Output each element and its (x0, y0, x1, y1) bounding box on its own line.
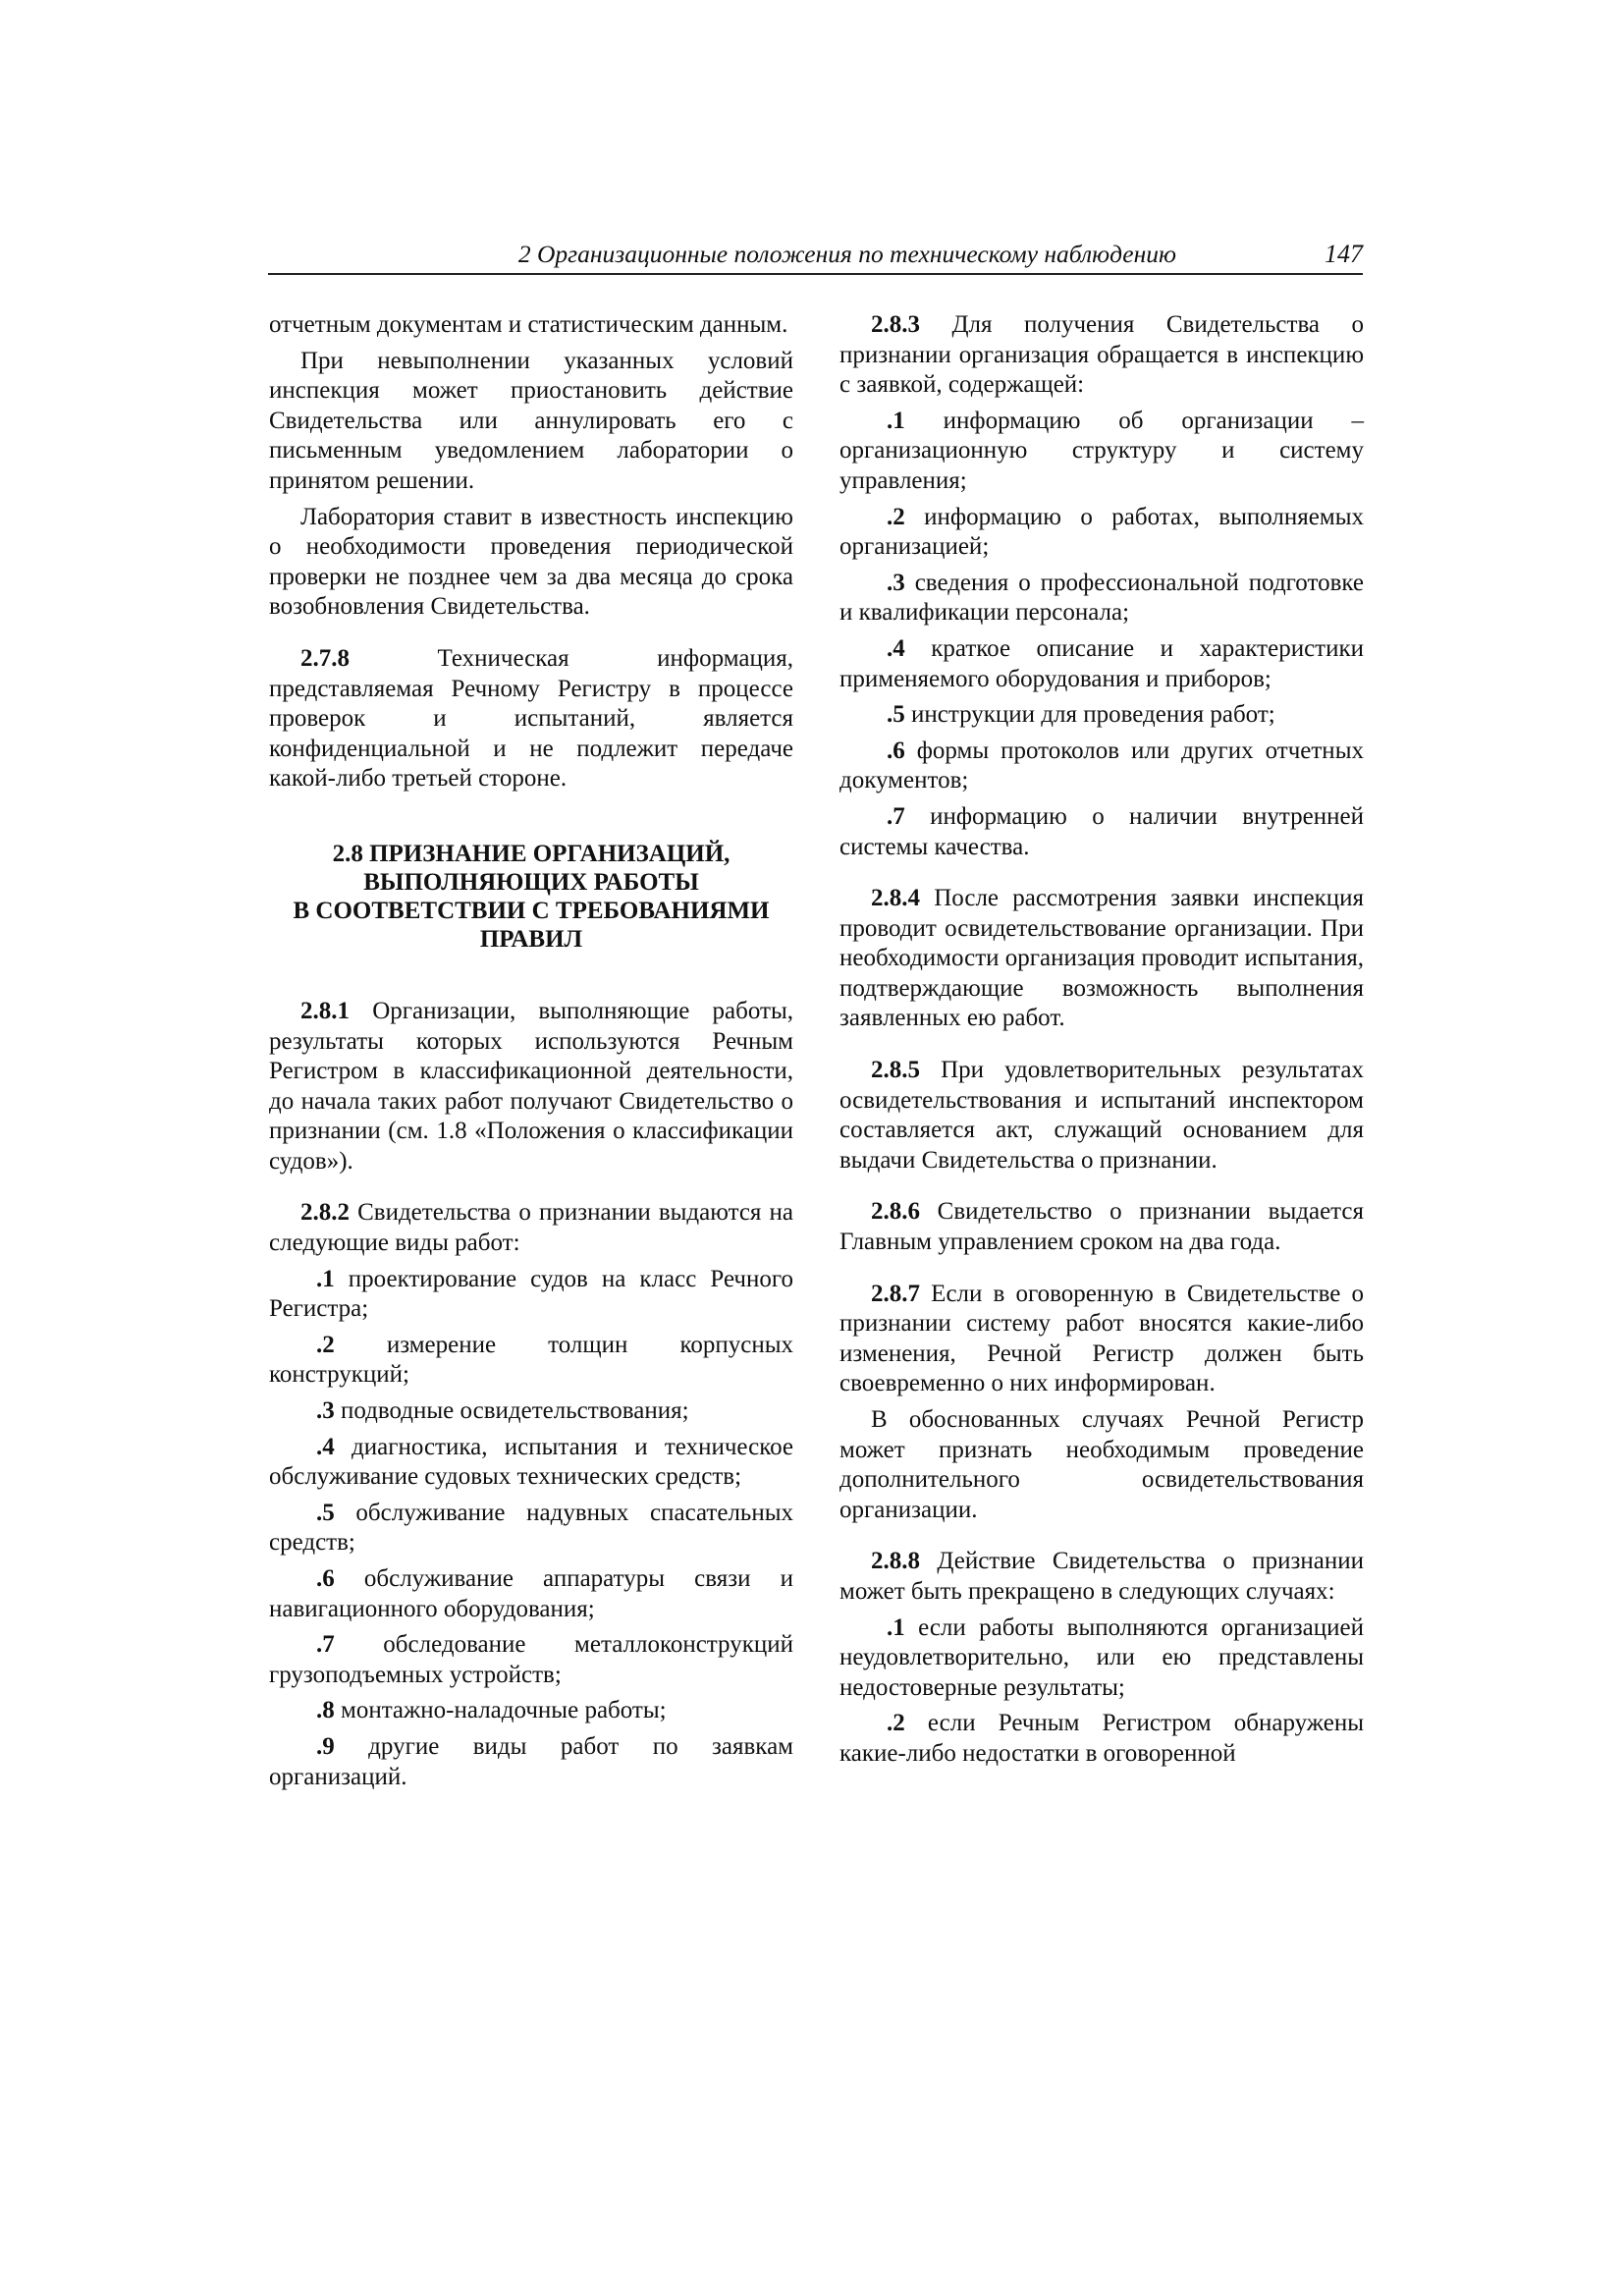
list-item (269, 1499, 793, 1558)
clause-number: 2.8.1 (300, 997, 350, 1024)
list-item (839, 1709, 1364, 1769)
item-number: .4 (887, 634, 905, 662)
list-item (839, 569, 1364, 629)
clause-number: 2.8.7 (871, 1280, 920, 1307)
item-number: .8 (316, 1697, 335, 1724)
paragraph: Лаборатория ставит в известность инспекцию о необходимости проведения периодической проверки не позднее чем за два месяца до срока возобновления Свидетельства. (269, 503, 793, 621)
clause-2-7-8 (269, 644, 793, 794)
clause-number: 2.7.8 (300, 644, 350, 672)
paragraph: При невыполнении указанных условий инспекция может приостановить действие Свидетельства или аннулировать его с письменным уведомлением лаборатории о принятом решении. (269, 347, 793, 494)
heading-line: ВЫПОЛНЯЮЩИХ РАБОТЫ (363, 868, 699, 896)
list-item (269, 1331, 793, 1391)
item-number: .5 (887, 701, 905, 729)
item-text: формы протоколов или других отчетных документов; (839, 737, 1364, 794)
item-text: измерение толщин корпусных конструкций; (269, 1331, 793, 1389)
item-text: если работы выполняются организацией неудовлетворительно, или ею представлены недостоверные результаты; (839, 1613, 1364, 1701)
item-text: монтажно-наладочные работы; (334, 1697, 667, 1724)
list-item (269, 1265, 793, 1325)
heading-line: 2.8 ПРИЗНАНИЕ ОРГАНИЗАЦИЙ, (332, 840, 730, 867)
clause-2-8-6 (839, 1197, 1364, 1257)
item-number: .6 (316, 1565, 335, 1592)
list-item (269, 1732, 793, 1792)
clause-number: 2.8.8 (871, 1548, 920, 1575)
clause-text: Свидетельство о признании выдается Главным управлением сроком на два года. (839, 1198, 1364, 1256)
item-text: подводные освидетельствования; (334, 1397, 689, 1425)
clause-text: Если в оговоренную в Свидетельстве о признании систему работ вносятся какие-либо изменения, Речной Регистр должен быть своевременно о них информирован. (839, 1280, 1364, 1397)
paragraph: В обоснованных случаях Речной Регистр может признать необходимым проведение дополнительного освидетельствования организации. (839, 1406, 1364, 1523)
item-number: .1 (887, 407, 905, 434)
heading-line: ПРАВИЛ (479, 925, 583, 953)
item-text: краткое описание и характеристики применяемого оборудования и приборов; (839, 634, 1364, 692)
clause-2-8-8 (839, 1547, 1364, 1607)
section-heading (269, 840, 793, 954)
item-text: проектирование судов на класс Речного Регистра; (269, 1265, 793, 1323)
item-text: информацию об организации – организационную структуру и систему управления; (839, 407, 1364, 494)
clause-number: 2.8.5 (871, 1057, 920, 1084)
item-text: обслуживание аппаратуры связи и навигационного оборудования; (269, 1565, 793, 1622)
list-item (839, 700, 1364, 731)
item-number: .5 (316, 1499, 335, 1526)
item-number: .7 (316, 1631, 335, 1659)
item-text: другие виды работ по заявкам организаций. (269, 1732, 793, 1790)
item-text: информацию о работах, выполняемых организацией; (839, 503, 1364, 561)
list-item (269, 1564, 793, 1624)
clause-2-8-3 (839, 310, 1364, 401)
clause-text: Свидетельства о признании выдаются на следующие виды работ: (269, 1199, 793, 1257)
item-number: .4 (316, 1433, 335, 1460)
item-number: .1 (316, 1265, 335, 1292)
item-number: .2 (887, 503, 905, 530)
right-column (839, 310, 1364, 1776)
clause-2-8-1 (269, 997, 793, 1177)
header-title: 2 Организационные положения по техническому наблюдению (517, 240, 1176, 268)
heading-line: В СООТВЕТСТВИИ С ТРЕБОВАНИЯМИ (293, 897, 770, 924)
item-text: сведения о профессиональной подготовке и квалификации персонала; (839, 569, 1364, 627)
item-number: .2 (316, 1331, 335, 1358)
clause-2-8-2 (269, 1198, 793, 1258)
item-text: информацию о наличии внутренней системы качества. (839, 802, 1364, 860)
clause-text: При удовлетворительных результатах освидетельствования и испытаний инспектором составляется акт, служащий основанием для выдачи Свидетельства о признании. (839, 1057, 1364, 1174)
clause-number: 2.8.4 (871, 885, 920, 912)
clause-number: 2.8.3 (871, 311, 920, 338)
paragraph: отчетным документам и статистическим данным. (269, 311, 788, 338)
clause-text: Для получения Свидетельства о признании организация обращается в инспекцию с заявкой, содержащей: (839, 311, 1364, 399)
clause-text: Действие Свидетельства о признании может быть прекращено в следующих случаях: (839, 1548, 1364, 1605)
clause-text: После рассмотрения заявки инспекция проводит освидетельствование организации. При необходимости организация проводит испытания, подтверждающие возможность выполнения заявленных ею работ. (839, 885, 1364, 1032)
item-number: .9 (316, 1732, 335, 1760)
list-item (839, 503, 1364, 563)
item-number: .2 (887, 1710, 905, 1737)
running-header (268, 238, 1363, 275)
list-item (269, 1396, 793, 1427)
list-item (269, 1630, 793, 1690)
list-item (269, 1433, 793, 1493)
list-item (839, 1613, 1364, 1704)
item-text: если Речным Регистром обнаружены какие-либо недостатки в оговоренной (839, 1710, 1364, 1767)
item-text: обследование металлоконструкций грузоподъемных устройств; (269, 1631, 793, 1688)
item-number: .3 (316, 1397, 335, 1425)
item-number: .7 (887, 802, 905, 830)
item-number: .6 (887, 737, 905, 764)
list-item (839, 634, 1364, 694)
left-column (269, 310, 793, 1798)
list-item (839, 407, 1364, 497)
clause-number: 2.8.2 (300, 1199, 350, 1227)
clause-2-8-5 (839, 1056, 1364, 1175)
list-item (839, 802, 1364, 862)
clause-2-8-4 (839, 884, 1364, 1034)
item-text: инструкции для проведения работ; (904, 701, 1275, 729)
clause-text: Организации, выполняющие работы, результаты которых используются Речным Регистром в классификационной деятельности, до начала таких работ получают Свидетельство о признании (см. 1.8 «Положения о классификации судов»). (269, 997, 793, 1175)
clause-number: 2.8.6 (871, 1198, 920, 1226)
page-number: 147 (1325, 240, 1363, 268)
list-item (269, 1696, 793, 1726)
clause-2-8-7 (839, 1280, 1364, 1399)
clause-text: Техническая информация, представляемая Речному Регистру в процессе проверок и испытаний, является конфиденциальной и не подлежит передаче какой-либо третьей стороне. (269, 644, 793, 793)
item-text: диагностика, испытания и техническое обслуживание судовых технических средств; (269, 1433, 793, 1491)
list-item (839, 737, 1364, 796)
item-number: .1 (887, 1613, 905, 1641)
item-text: обслуживание надувных спасательных средств; (269, 1499, 793, 1557)
item-number: .3 (887, 569, 905, 596)
